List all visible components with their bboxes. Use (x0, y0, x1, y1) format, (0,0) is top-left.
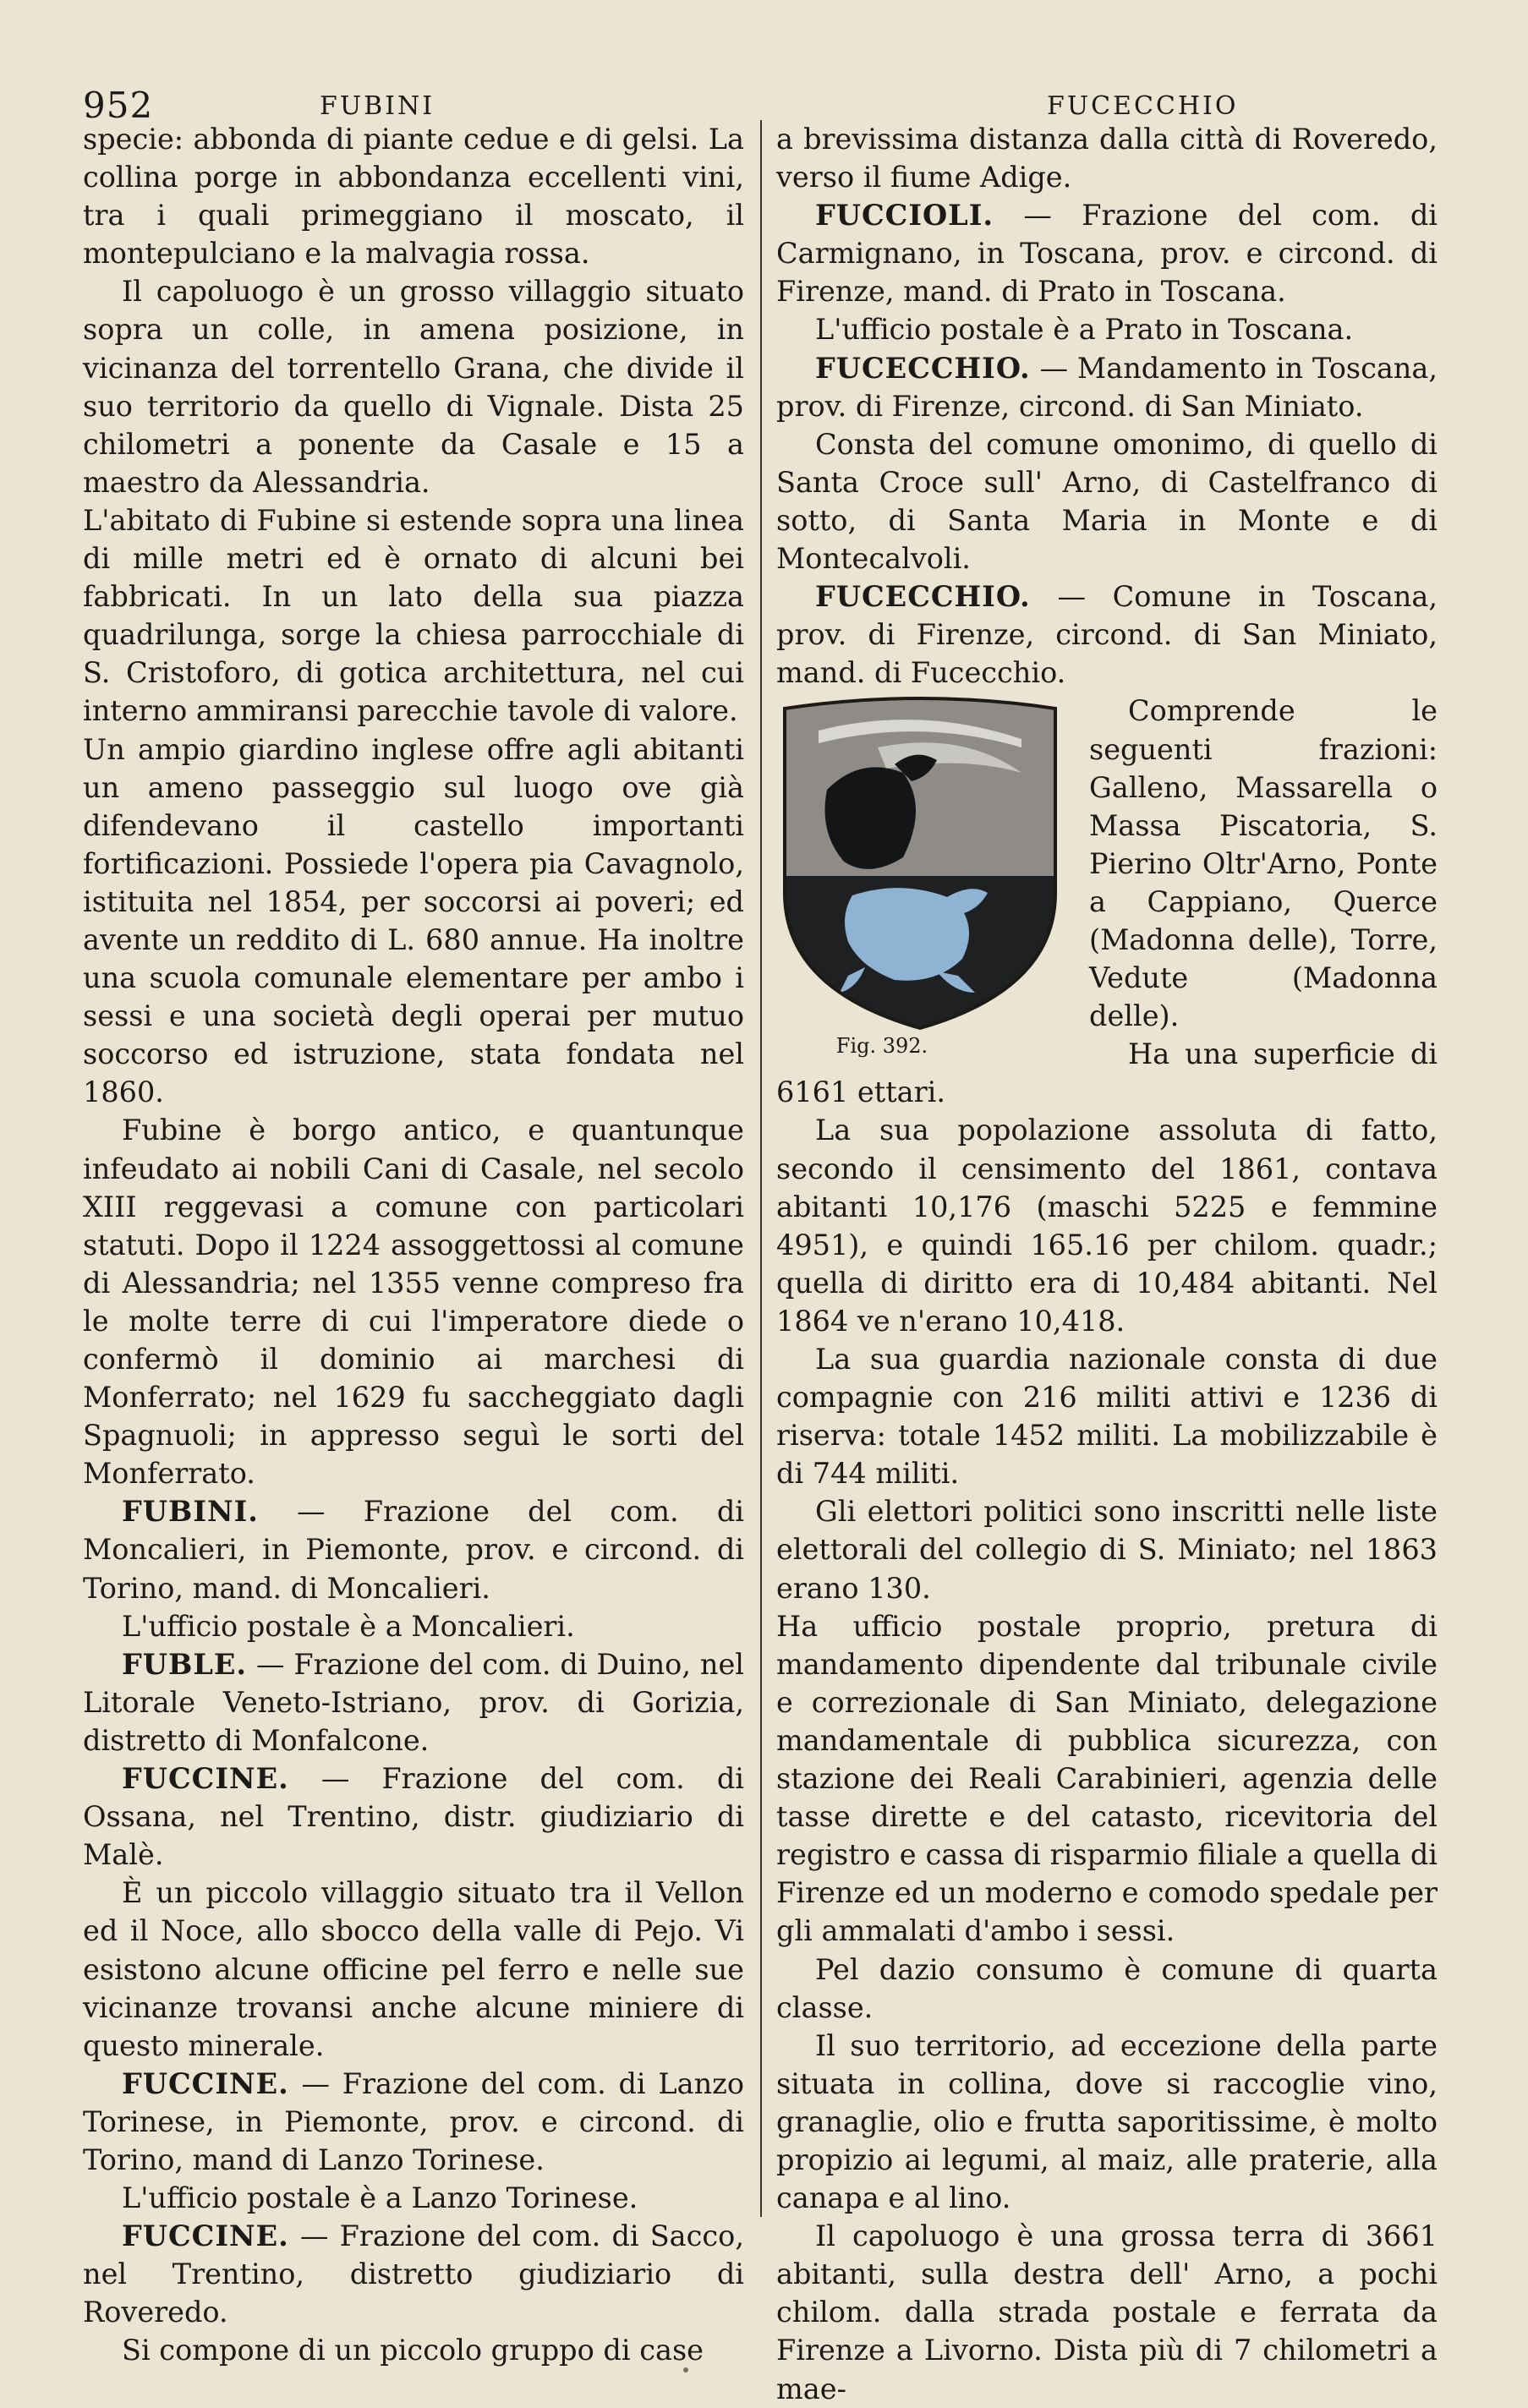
entry-fuccioli (776, 196, 1438, 310)
paragraph: Gli elettori politici sono inscritti nelle liste elettorali del collegio di S. Miniato; nel 1863 erano 130. (776, 1495, 1438, 1605)
paragraph: Il suo territorio, ad eccezione della parte situata in collina, dove si raccoglie vino, granaglie, olio e frutta saporitissime, è molto propizio ai legumi, al maiz, alle praterie, alla canapa e al lino. (776, 2028, 1438, 2215)
entry-headword: FUCCIOLI. (815, 199, 994, 233)
entry-fubini (83, 1492, 744, 1606)
coat-of-arms-image (768, 697, 1072, 1031)
paragraph: Consta del comune omonimo, di quello di Santa Croce sull' Arno, di Castelfranco di sotto, di Santa Maria in Monte e di Montecalvoli. (776, 427, 1438, 576)
paragraph: Ha una superficie di 6161 ettari. (776, 1037, 1438, 1109)
entry-fuccine-ossana (83, 1759, 744, 1874)
paragraph: Il capoluogo è una grossa terra di 3661 abitanti, sulla destra dell' Arno, a pochi chilom. dalla strada postale e ferrata da Firenze a Livorno. Dista più di 7 chilometri a mae- (776, 2219, 1438, 2405)
paragraph: L'ufficio postale è a Moncalieri. (122, 1609, 575, 1643)
entry-text: — Frazione del com. di Sacco, nel Trentino, distretto giudiziario di Roveredo. (83, 2219, 744, 2329)
entry-text: — Frazione del com. di Duino, nel Litorale Veneto-Istriano, prov. di Gorizia, distretto di Monfalcone. (83, 1647, 744, 1757)
paragraph: Fubine è borgo antico, e quantunque infeudato ai nobili Cani di Casale, nel secolo XIII reggevasi a comune con particolari statuti. Dopo il 1224 assoggettossi al comune di Alessandria; nel 1355 venne compreso fra le molte terre di cui l'imperatore diede o confermò il dominio ai marchesi di Monferrato; nel 1629 fu saccheggiato dagli Spagnuoli; in appresso seguì le sorti del Monferrato. (83, 1114, 744, 1491)
paragraph: Si compone di un piccolo gruppo di case (122, 2334, 704, 2367)
entry-text: — Frazione del com. di Lanzo Torinese, in Piemonte, prov. e circond. di Torino, mand di Lanzo Torinese. (83, 2066, 744, 2176)
paragraph: specie: abbonda di piante cedue e di gelsi. La collina porge in abbondanza eccellenti vini, tra i quali primeggiano il moscato, il montepulciano e la malvagia rossa. (83, 123, 744, 271)
entry-headword: FUCCINE. (122, 2219, 289, 2253)
coat-of-arms-figure (768, 697, 1072, 1059)
entry-fuccine-lanzo (83, 2065, 744, 2179)
paragraph: Comprende le seguenti frazioni: Galleno, Massarella o Massa Piscatoria, S. Pierino Oltr'Arno, Ponte a Cappiano, Querce (Madonna delle), Torre, Vedute (Madonna delle). (1089, 694, 1438, 1033)
page-number: 952 (83, 85, 154, 126)
paragraph: Ha ufficio postale proprio, pretura di mandamento dipendente dal tribunale civile e correzionale di San Miniato, delegazione mandamentale di pubblica sicurezza, con stazione dei Reali Carabinieri, agenzia delle tasse dirette e del catasto, ricevitoria del registro e cassa di risparmio filiale a quella di Firenze ed un moderno e comodo spedale per gli ammalati d'ambo i sessi. (776, 1609, 1438, 1948)
entry-fuccine-sacco (83, 2217, 744, 2331)
entry-text: — Frazione del com. di Ossana, nel Trentino, distr. giudiziario di Malè. (83, 1762, 744, 1872)
figure-caption: Fig. 392. (835, 1034, 928, 1059)
paragraph: È un piccolo villaggio situato tra il Vellon ed il Noce, allo sbocco della valle di Pejo. Vi esistono alcune officine pel ferro e nelle sue vicinanze trovansi anche alcune miniere di questo minerale. (83, 1876, 744, 2062)
paragraph: Un ampio giardino inglese offre agli abitanti un ameno passeggio sul luogo ove già difendevano il castello importanti fortificazioni. Possiede l'opera pia Cavagnolo, istituita nel 1854, per soccorsi ai poveri; ed avente un reddito di L. 680 annue. Ha inoltre una scuola comunale elementare per ambo i sessi e una società degli operai per mutuo soccorso ed istruzione, stata fondata nel 1860. (83, 732, 744, 1109)
entry-text: — Comune in Toscana, prov. di Firenze, circond. di San Miniato, mand. di Fucecchio. (776, 580, 1438, 690)
paragraph: L'ufficio postale è a Lanzo Torinese. (122, 2181, 638, 2215)
paragraph: La sua popolazione assoluta di fatto, secondo il censimento del 1861, contava abitanti 10,176 (maschi 5225 e femmine 4951), e quindi 165.16 per chilom. quadr.; quella di diritto era di 10,484 abitanti. Nel 1864 ve n'erano 10,418. (776, 1114, 1438, 1338)
entry-text: — Frazione del com. di Moncalieri, in Piemonte, prov. e circond. di Torino, mand. di Moncalieri. (83, 1495, 744, 1605)
entry-headword: FUCECCHIO. (815, 580, 1031, 614)
running-head-right: FUCECCHIO (1047, 91, 1239, 121)
column-divider (760, 120, 762, 2217)
right-column (776, 120, 1438, 2408)
entry-headword: FUCECCHIO. (815, 351, 1031, 385)
paragraph: L'ufficio postale è a Prato in Toscana. (815, 313, 1354, 347)
entry-headword: FUBLE. (122, 1647, 248, 1681)
entry-text: — Frazione del com. di Carmignano, in Toscana, prov. e circond. di Firenze, mand. di Prato in Toscana. (776, 199, 1438, 309)
entry-fucecchio-mandamento (776, 349, 1438, 425)
entry-headword: FUCCINE. (122, 2066, 289, 2100)
print-speck (683, 2367, 688, 2372)
left-column (83, 120, 744, 2370)
paragraph: Pel dazio consumo è comune di quarta classe. (776, 1952, 1438, 2024)
paragraph: L'abitato di Fubine si estende sopra una linea di mille metri ed è ornato di alcuni bei fabbricati. In un lato della sua piazza quadrilunga, sorge la chiesa parrocchiale di S. Cristoforo, di gotica architettura, nel cui interno ammiransi parecchie tavole di valore. (83, 503, 744, 728)
entry-headword: FUBINI. (122, 1495, 259, 1529)
paragraph: a brevissima distanza dalla città di Roveredo, verso il fiume Adige. (776, 123, 1438, 194)
entry-fucecchio-comune (776, 577, 1438, 692)
paragraph: Il capoluogo è un grosso villaggio situato sopra un colle, in amena posizione, in vicinanza del torrentello Grana, che divide il suo territorio da quello di Vignale. Dista 25 chilometri a ponente da Casale e 15 a maestro da Alessandria. (83, 275, 744, 499)
entry-headword: FUCCINE. (122, 1762, 289, 1796)
entry-fuble (83, 1645, 744, 1759)
paragraph: La sua guardia nazionale consta di due compagnie con 216 militi attivi e 1236 di riserva: totale 1452 militi. La mobilizzabile è di 744 militi. (776, 1343, 1438, 1491)
running-head-left: FUBINI (320, 91, 435, 121)
entry-text: — Mandamento in Toscana, prov. di Firenze, circond. di San Miniato. (776, 351, 1438, 423)
